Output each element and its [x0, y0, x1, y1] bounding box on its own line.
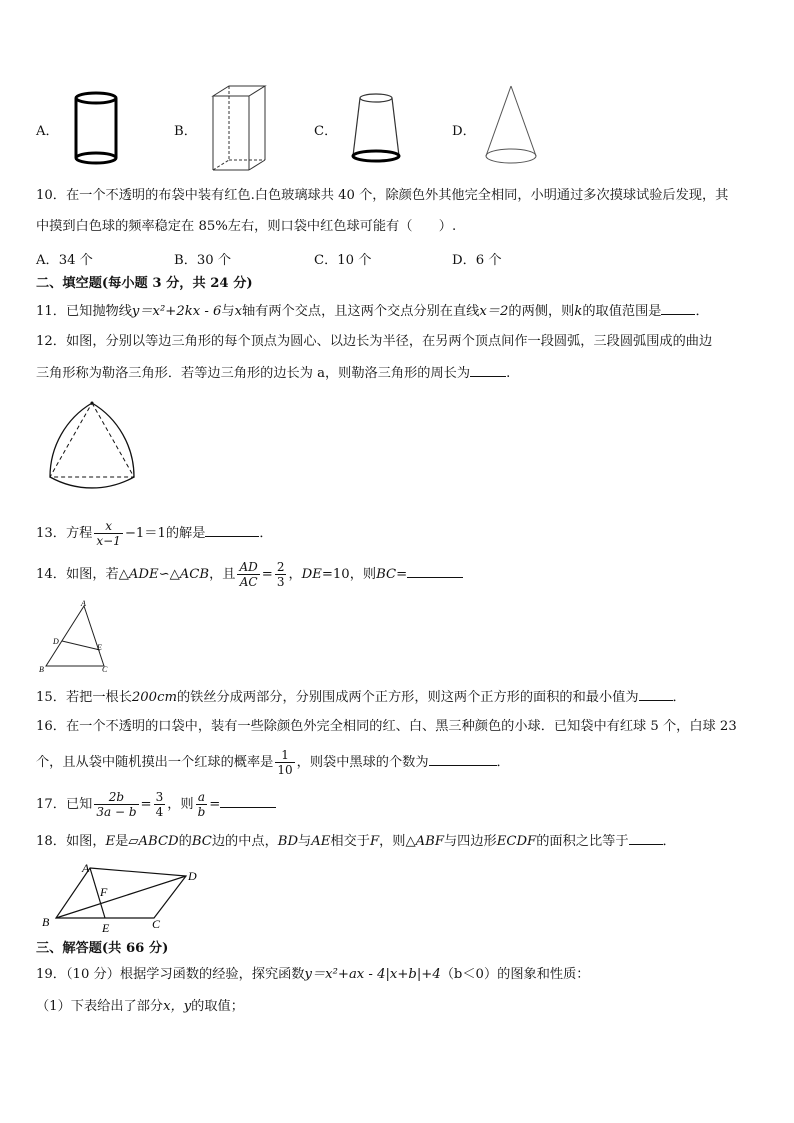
- q18: 18．如图，E是▱ABCD的BC边的中点，BD与AE相交于F，则△ABF与四边形ECDF的面积之比等于 ．: [36, 834, 676, 849]
- q14: 14．如图，若△ADE∽△ACB，且 $\frac{AD}{AC}$ = $\frac{2}{3}$ ，DE=10，则BC=: [36, 558, 463, 592]
- cylinder-figure: [68, 86, 130, 172]
- q12-line1: 12．如图，分别以等边三角形的每个顶点为圆心、以边长为半径，在另两个顶点间作一段圆弧，三段圆弧围成的曲边: [36, 334, 713, 349]
- answer-blank: [629, 832, 663, 845]
- label-c: C: [152, 917, 161, 931]
- option-b-label: B．: [174, 124, 197, 139]
- frustum-figure: [345, 86, 407, 172]
- reuleaux-triangle-figure: [38, 397, 146, 505]
- q10-option-c: C．10 个: [314, 253, 372, 268]
- parallelogram-figure-q18: [36, 858, 216, 936]
- answer-blank: [220, 795, 276, 808]
- answer-blank: [205, 524, 259, 537]
- label-b: B: [39, 665, 44, 674]
- label-e: E: [97, 643, 102, 652]
- label-d: D: [53, 637, 59, 646]
- section-3-heading: 三、解答题(共 66 分): [36, 941, 169, 956]
- label-a: A: [82, 861, 90, 875]
- triangle-figure-q14: [36, 598, 116, 678]
- q13: 13．方程 $\frac{x}{x-1}$ −1＝1的解是 ．: [36, 519, 273, 548]
- q10-option-b: B．30 个: [174, 253, 232, 268]
- label-a: A: [81, 599, 86, 608]
- q10-option-a: A．34 个: [36, 253, 93, 268]
- label-f: F: [100, 885, 108, 899]
- q15: 15．若把一根长200cm的铁丝分成两部分，分别围成两个正方形，则这两个正方形的面积的和最小值为 ．: [36, 690, 686, 705]
- option-a-label: A．: [36, 124, 59, 139]
- answer-blank: [407, 565, 463, 578]
- label-b: B: [42, 915, 50, 929]
- q16-line2: 个，且从袋中随机摸出一个红球的概率是 $\frac{1}{10}$ ，则袋中黑球的个数为 ．: [36, 748, 510, 777]
- answer-blank: [639, 688, 673, 701]
- label-d: D: [188, 869, 197, 883]
- option-c-label: C．: [314, 124, 338, 139]
- q19: 19．（10 分）根据学习函数的经验，探究函数y＝x²+ax - 4|x+b|+4（b＜0）的图象和性质：: [36, 967, 590, 982]
- section-2-heading: 二、填空题(每小题 3 分，共 24 分): [36, 276, 253, 291]
- q17: 17．已知 $\frac{2b}{3a - b}$ = $\frac{3}{4}$ ，则 $\frac{a}{b}$ =: [36, 788, 276, 822]
- option-d-label: D．: [452, 124, 476, 139]
- label-e: E: [102, 921, 110, 935]
- q10-option-d: D．6 个: [452, 253, 502, 268]
- q16-line1: 16．在一个不透明的口袋中，装有一些除颜色外完全相同的红、白、黑三种颜色的小球．已知袋中有红球 5 个，白球 23: [36, 719, 737, 734]
- cone-figure: [480, 82, 544, 168]
- prism-figure: [205, 80, 275, 176]
- q19-sub1: （1）下表给出了部分x，y的取值；: [36, 999, 244, 1014]
- answer-blank: [470, 364, 506, 377]
- q11: 11．已知抛物线y＝x²+2kx - 6与x轴有两个交点，且这两个交点分别在直线x＝2的两侧，则k的取值范围是 ．: [36, 304, 709, 319]
- label-c: C: [102, 665, 108, 674]
- q10-line1: 10．在一个不透明的布袋中装有红色.白色玻璃球共 40 个，除颜色外其他完全相同，小明通过多次摸球试验后发现，其: [36, 188, 729, 203]
- answer-blank: [429, 753, 497, 766]
- answer-blank: [661, 302, 695, 315]
- q10-line2: 中摸到白色球的频率稳定在 85%左右，则口袋中红色球可能有（ ）.: [36, 219, 457, 234]
- q12-line2: 三角形称为勒洛三角形．若等边三角形的边长为 a，则勒洛三角形的周长为 .: [36, 366, 511, 381]
